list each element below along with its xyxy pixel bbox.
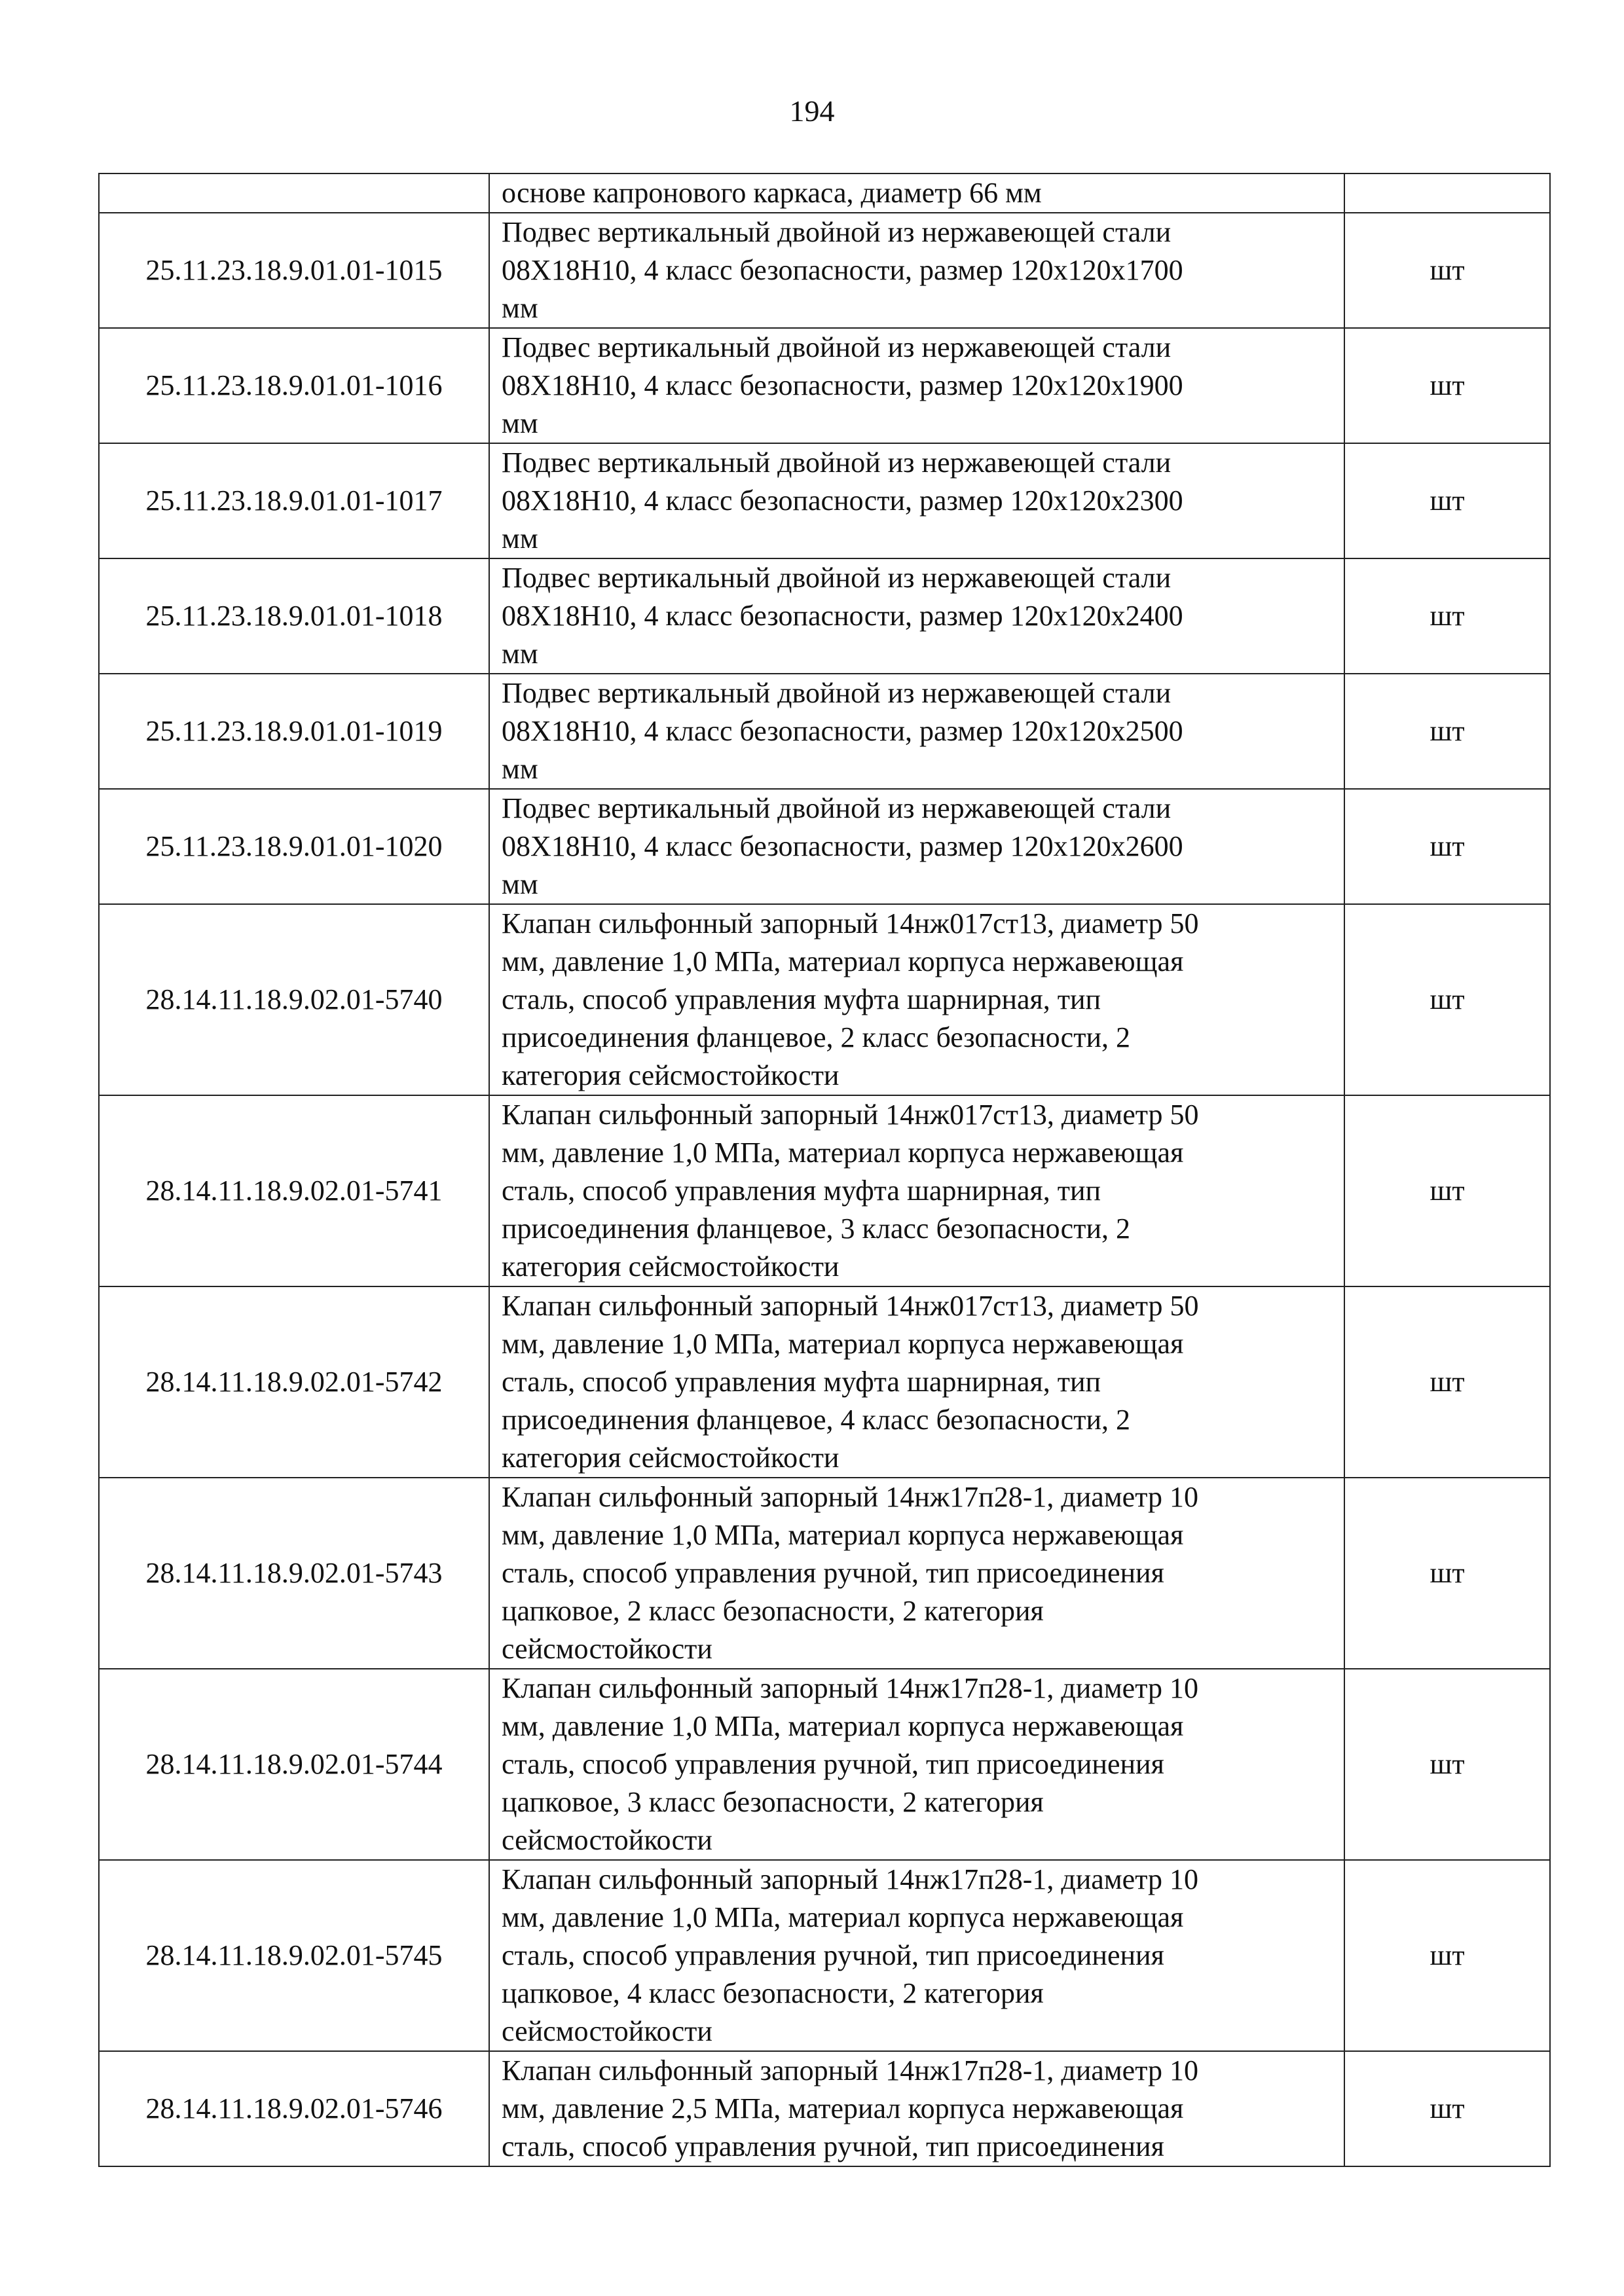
description-line: Подвес вертикальный двойной из нержавеющей стали [502, 677, 1172, 709]
description-line: Подвес вертикальный двойной из нержавеющей стали [502, 792, 1172, 824]
resource-description [489, 173, 1344, 213]
unit-of-measure: шт [1344, 674, 1550, 789]
description-line: присоединения фланцевое, 4 класс безопасности, 2 [502, 1404, 1130, 1436]
table-row [99, 2051, 1550, 2166]
resource-description [489, 213, 1344, 328]
description-line: Клапан сильфонный запорный 14нж17п28-1, диаметр 10 [502, 1481, 1198, 1513]
description-line: Клапан сильфонный запорный 14нж17п28-1, диаметр 10 [502, 1672, 1198, 1704]
resource-code: 25.11.23.18.9.01.01-1017 [99, 443, 489, 558]
description-line: мм, давление 1,0 МПа, материал корпуса нержавеющая [502, 1137, 1184, 1169]
unit-of-measure: шт [1344, 2051, 1550, 2166]
description-line: категория сейсмостойкости [502, 1059, 840, 1091]
resource-code: 25.11.23.18.9.01.01-1019 [99, 674, 489, 789]
resource-code: 25.11.23.18.9.01.01-1015 [99, 213, 489, 328]
description-line: мм [502, 407, 538, 439]
unit-of-measure: шт [1344, 558, 1550, 674]
description-line: сейсмостойкости [502, 1633, 712, 1665]
description-line: мм, давление 2,5 МПа, материал корпуса нержавеющая [502, 2092, 1184, 2124]
resource-description [489, 1286, 1344, 1478]
table-row [99, 1478, 1550, 1669]
resource-description [489, 1095, 1344, 1286]
description-line: Подвес вертикальный двойной из нержавеющей стали [502, 331, 1172, 363]
description-line: Подвес вертикальный двойной из нержавеющей стали [502, 446, 1172, 479]
description-line: категория сейсмостойкости [502, 1442, 840, 1474]
table-row [99, 443, 1550, 558]
page-number: 194 [789, 94, 835, 128]
description-line: сталь, способ управления ручной, тип присоединения [502, 2130, 1164, 2162]
unit-of-measure: шт [1344, 1286, 1550, 1478]
unit-of-measure: шт [1344, 213, 1550, 328]
table-row [99, 674, 1550, 789]
unit-of-measure: шт [1344, 1095, 1550, 1286]
description-line: сталь, способ управления ручной, тип присоединения [502, 1748, 1164, 1780]
resource-code [99, 173, 489, 213]
description-line: 08Х18Н10, 4 класс безопасности, размер 120х120х2600 [502, 830, 1183, 862]
description-line: цапковое, 4 класс безопасности, 2 категория [502, 1977, 1044, 2009]
resource-description [489, 1860, 1344, 2051]
description-line: мм, давление 1,0 МПа, материал корпуса нержавеющая [502, 1519, 1184, 1551]
resource-code: 28.14.11.18.9.02.01-5744 [99, 1669, 489, 1860]
description-line: сталь, способ управления муфта шарнирная, тип [502, 1175, 1101, 1207]
resource-description [489, 674, 1344, 789]
unit-of-measure: шт [1344, 328, 1550, 443]
resource-code: 28.14.11.18.9.02.01-5746 [99, 2051, 489, 2166]
description-line: мм, давление 1,0 МПа, материал корпуса нержавеющая [502, 1328, 1184, 1360]
description-line: Подвес вертикальный двойной из нержавеющей стали [502, 562, 1172, 594]
description-line: присоединения фланцевое, 3 класс безопасности, 2 [502, 1212, 1130, 1245]
resource-description [489, 443, 1344, 558]
resource-code: 25.11.23.18.9.01.01-1016 [99, 328, 489, 443]
description-line: сталь, способ управления муфта шарнирная, тип [502, 983, 1101, 1015]
description-line: Клапан сильфонный запорный 14нж017ст13, диаметр 50 [502, 907, 1199, 939]
resource-code: 28.14.11.18.9.02.01-5743 [99, 1478, 489, 1669]
description-line: основе капронового каркаса, диаметр 66 мм [502, 177, 1042, 209]
description-line: Клапан сильфонный запорный 14нж17п28-1, диаметр 10 [502, 1863, 1198, 1895]
description-line: сейсмостойкости [502, 2015, 712, 2047]
description-line: мм [502, 292, 538, 324]
resource-table [98, 173, 1551, 2167]
table-row [99, 789, 1550, 904]
table-row [99, 173, 1550, 213]
description-line: сейсмостойкости [502, 1824, 712, 1856]
description-line: мм [502, 638, 538, 670]
table-body [99, 173, 1550, 2166]
table-row [99, 904, 1550, 1095]
unit-of-measure: шт [1344, 1478, 1550, 1669]
unit-of-measure: шт [1344, 904, 1550, 1095]
description-line: Подвес вертикальный двойной из нержавеющей стали [502, 216, 1172, 248]
unit-of-measure: шт [1344, 1860, 1550, 2051]
description-line: мм, давление 1,0 МПа, материал корпуса нержавеющая [502, 945, 1184, 977]
description-line: Клапан сильфонный запорный 14нж17п28-1, диаметр 10 [502, 2054, 1198, 2086]
unit-of-measure: шт [1344, 443, 1550, 558]
description-line: 08Х18Н10, 4 класс безопасности, размер 120х120х2300 [502, 484, 1183, 517]
description-line: сталь, способ управления ручной, тип присоединения [502, 1939, 1164, 1971]
resource-code: 28.14.11.18.9.02.01-5742 [99, 1286, 489, 1478]
description-line: цапковое, 2 класс безопасности, 2 категория [502, 1595, 1044, 1627]
description-line: 08Х18Н10, 4 класс безопасности, размер 120х120х1700 [502, 254, 1183, 286]
description-line: Клапан сильфонный запорный 14нж017ст13, диаметр 50 [502, 1099, 1199, 1131]
resource-description [489, 904, 1344, 1095]
resource-description [489, 558, 1344, 674]
resource-description [489, 328, 1344, 443]
table-row [99, 328, 1550, 443]
table-row [99, 1095, 1550, 1286]
description-line: мм [502, 522, 538, 555]
description-line: цапковое, 3 класс безопасности, 2 категория [502, 1786, 1044, 1818]
description-line: Клапан сильфонный запорный 14нж017ст13, диаметр 50 [502, 1290, 1199, 1322]
resource-code: 28.14.11.18.9.02.01-5740 [99, 904, 489, 1095]
resource-code: 28.14.11.18.9.02.01-5745 [99, 1860, 489, 2051]
description-line: сталь, способ управления муфта шарнирная, тип [502, 1366, 1101, 1398]
description-line: мм, давление 1,0 МПа, материал корпуса нержавеющая [502, 1710, 1184, 1742]
resource-description [489, 1478, 1344, 1669]
description-line: категория сейсмостойкости [502, 1250, 840, 1283]
table-row [99, 1286, 1550, 1478]
unit-of-measure [1344, 173, 1550, 213]
resource-code: 25.11.23.18.9.01.01-1018 [99, 558, 489, 674]
resource-code: 28.14.11.18.9.02.01-5741 [99, 1095, 489, 1286]
resource-description [489, 1669, 1344, 1860]
description-line: мм [502, 868, 538, 900]
unit-of-measure: шт [1344, 789, 1550, 904]
description-line: 08Х18Н10, 4 класс безопасности, размер 120х120х1900 [502, 369, 1183, 401]
table-row [99, 213, 1550, 328]
description-line: 08Х18Н10, 4 класс безопасности, размер 120х120х2400 [502, 600, 1183, 632]
description-line: мм, давление 1,0 МПа, материал корпуса нержавеющая [502, 1901, 1184, 1933]
resource-description [489, 2051, 1344, 2166]
description-line: сталь, способ управления ручной, тип присоединения [502, 1557, 1164, 1589]
table-row [99, 1669, 1550, 1860]
unit-of-measure: шт [1344, 1669, 1550, 1860]
description-line: присоединения фланцевое, 2 класс безопасности, 2 [502, 1021, 1130, 1053]
table-row [99, 1860, 1550, 2051]
description-line: 08Х18Н10, 4 класс безопасности, размер 120х120х2500 [502, 715, 1183, 747]
resource-description [489, 789, 1344, 904]
table-row [99, 558, 1550, 674]
resource-code: 25.11.23.18.9.01.01-1020 [99, 789, 489, 904]
description-line: мм [502, 753, 538, 785]
